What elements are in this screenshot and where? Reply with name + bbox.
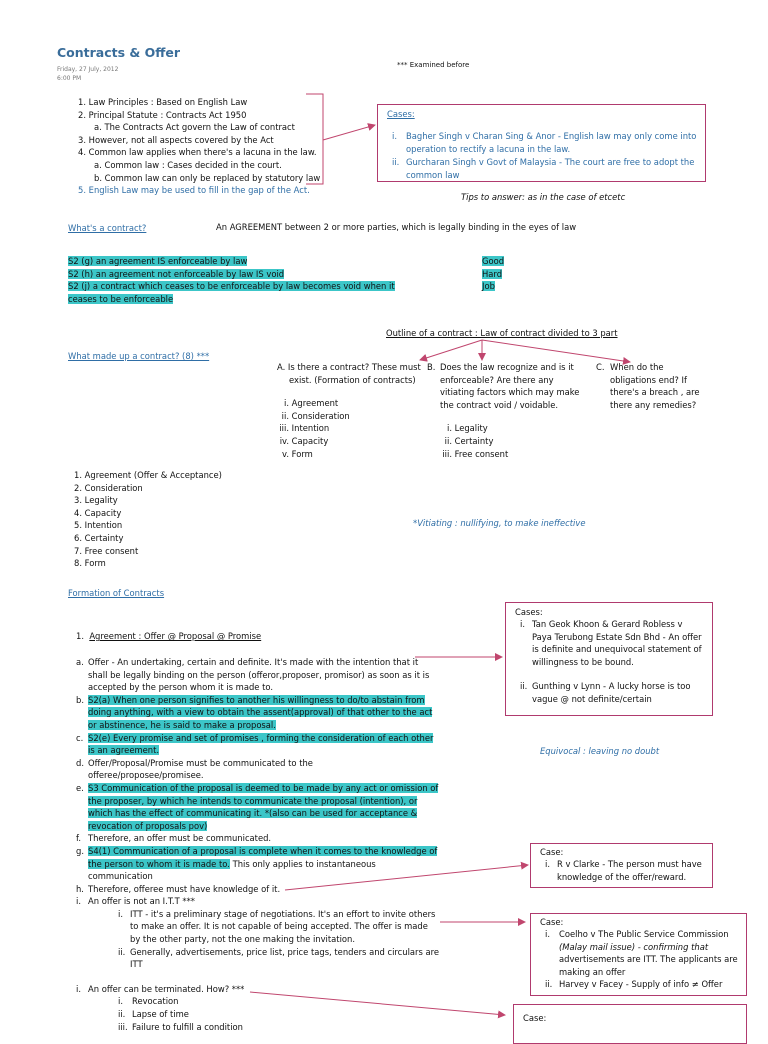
list-item: 3. However, not all aspects covered by the Act: [78, 134, 274, 145]
list-item: 5. Intention: [74, 520, 123, 531]
formation-list: a. Offer - An undertaking, certain and definite. It's made with the intention that it shall be legally binding on the person (offeror,proposer, promisor) as soon as it is accepted by the person whom it is made to. b. S2(a) When one person signifies to another his willingness to do/to abstain from doing anything, with a view to obtain the assent(approval) of that other to the act or abstinence, he is said to make a proposal. c. S2(e) Every promise and set of promises , forming the consideration of each other is an agreement. d. Offer/Proposal/Promise must be communicated to the offeree/proposee/promisee. e. S3 Communication of the proposal is deemed to be made by any act or omission of the proposer, by which he intends to communicate the proposal (intention), or which has the effect of communicating it. *(also can be used for acceptance & revocation of proposals pov) f. Therefore, an offer must be communicated. g. S4(1) Communication of a proposal is complete when it comes to the knowledge of the person to whom it is made to. This only applies to instantaneous communication h. Therefore, offeree must have knowledge of it. i. An offer is not an I.T.T *** i. ITT - it's a preliminary stage of negotiations. It's an effort to invite others to make an offer. It is not capable of being accepted. The offer is made by the other party, not the one making the invitation. ii. Generally, advertisements, price list, price tags, tenders and circulars are ITT i. An offer can be terminated. How? *** i. Revocation ii. Lapse of time iii. Failure to fulfill a condition: [76, 657, 440, 1032]
tag-hard: Hard: [482, 268, 503, 279]
list-item: 3. Legality: [74, 495, 118, 506]
elements-list: [72, 469, 222, 570]
section-line: S2 (j) a contract which ceases to be enforceable by law becomes void when it: [68, 281, 395, 292]
list-item: 6. Certainty: [74, 532, 124, 543]
list-item: a. Common law : Cases decided in the court.: [94, 159, 282, 170]
list-item: 4. Common law applies when there's a lacuna in the law.: [78, 147, 317, 158]
case-box-4: [530, 913, 747, 996]
whats-contract-label[interactable]: What's a contract?: [68, 223, 147, 233]
case-title: Case:: [540, 847, 564, 857]
list-item: 2. Consideration: [74, 482, 143, 493]
list-item: b. Common law can only be replaced by statutory law: [94, 172, 321, 183]
tag-good: Good: [482, 256, 505, 266]
formation-label[interactable]: Formation of Contracts: [68, 588, 165, 598]
arrow-outline-c: [482, 340, 630, 362]
cases-box-2: [505, 602, 713, 716]
list-item: 2. Principal Statute : Contracts Act 1950: [78, 109, 247, 120]
examined-note: *** Examined before: [397, 61, 470, 69]
arrow-to-cases-1: [323, 125, 375, 140]
cases-box-1: [377, 104, 706, 182]
section-line: ceases to be enforceable: [68, 293, 174, 304]
arrow-outline-a: [420, 340, 482, 360]
outline-col-a: A. Is there a contract? These must exist. (Formation of contracts) i. Agreement ii. Consideration iii. Intention iv. Capacity v. Form: [277, 362, 421, 459]
tips-note: Tips to answer: as in the case of etcetc: [461, 192, 626, 202]
case-title: Case:: [540, 917, 564, 927]
list-item: 4. Capacity: [74, 507, 122, 518]
case-box-5: [513, 1004, 747, 1044]
cases-title: Cases:: [387, 109, 415, 119]
cases-title: Cases:: [515, 607, 543, 617]
sections-list: [68, 255, 395, 305]
case-title: Case:: [523, 1013, 547, 1023]
section-line: S2 (h) an agreement not enforceable by law IS void: [68, 268, 285, 279]
list-item: 1. Agreement (Offer & Acceptance): [74, 470, 222, 480]
equivocal-note: Equivocal : leaving no doubt: [540, 746, 660, 756]
tag-job: Job: [482, 281, 495, 292]
formation-heading: 1. Agreement : Offer @ Proposal @ Promise: [76, 631, 262, 641]
made-up-label[interactable]: What made up a contract? (8) ***: [68, 351, 210, 361]
list-item: 8. Form: [74, 558, 106, 569]
outline-col-c-label: C.: [596, 362, 605, 372]
case-item: i. Coelho v The Public Service Commission (Malay mail issue) - confirming that advertisements are ITT. The applicants are making an offer ii. Harvey v Facey - Supply of info ≠ Offer: [545, 929, 738, 990]
case-box-3: [530, 843, 713, 888]
page-title: Contracts & Offer: [57, 45, 181, 60]
page-time: 6:00 PM: [57, 75, 82, 82]
case-item: i. R v Clarke - The person must have knowledge of the offer/reward.: [545, 859, 702, 882]
list-item: 5. English Law may be used to fill in the gap of the Act.: [78, 185, 310, 196]
list-item: a. The Contracts Act govern the Law of contract: [94, 122, 295, 133]
outline-title: Outline of a contract : Law of contract divided to 3 part: [386, 328, 618, 338]
list-item: 7. Free consent: [74, 545, 139, 556]
section-tags: [482, 255, 504, 293]
contract-definition: An AGREEMENT between 2 or more parties, which is legally binding in the eyes of law: [216, 222, 577, 232]
outline-col-b: Does the law recognize and is it enforceable? Are there any vitiating factors which may make the contract void / voidable. i. Legality ii. Certainty iii. Free consent: [440, 362, 580, 459]
case-item: i. Bagher Singh v Charan Sing & Anor - English law may only come into operation to rectify a lacuna in the law. ii. Gurcharan Singh v Govt of Malaysia - The court are free to adopt the common law: [392, 131, 697, 180]
list-item: 1. Law Principles : Based on English Law: [78, 97, 248, 107]
principles-list: [72, 96, 320, 197]
section-line: S2 (g) an agreement IS enforceable by law: [68, 256, 248, 266]
outline-col-c: When do the obligations end? If there's a breach , are there any remedies?: [610, 362, 700, 410]
page-date: Friday, 27 July, 2012: [57, 66, 119, 73]
case-item: i. Tan Geok Khoon & Gerard Robless v Paya Terubong Estate Sdn Bhd - An offer is definite and unequivocal statement of willingness to be bound. ii. Gunthing v Lynn - A lucky horse is too vague @ not definite/certain: [520, 619, 702, 704]
vitiating-note: *Vitiating : nullifying, to make ineffective: [413, 518, 586, 528]
outline-col-b-label: B.: [427, 362, 436, 372]
